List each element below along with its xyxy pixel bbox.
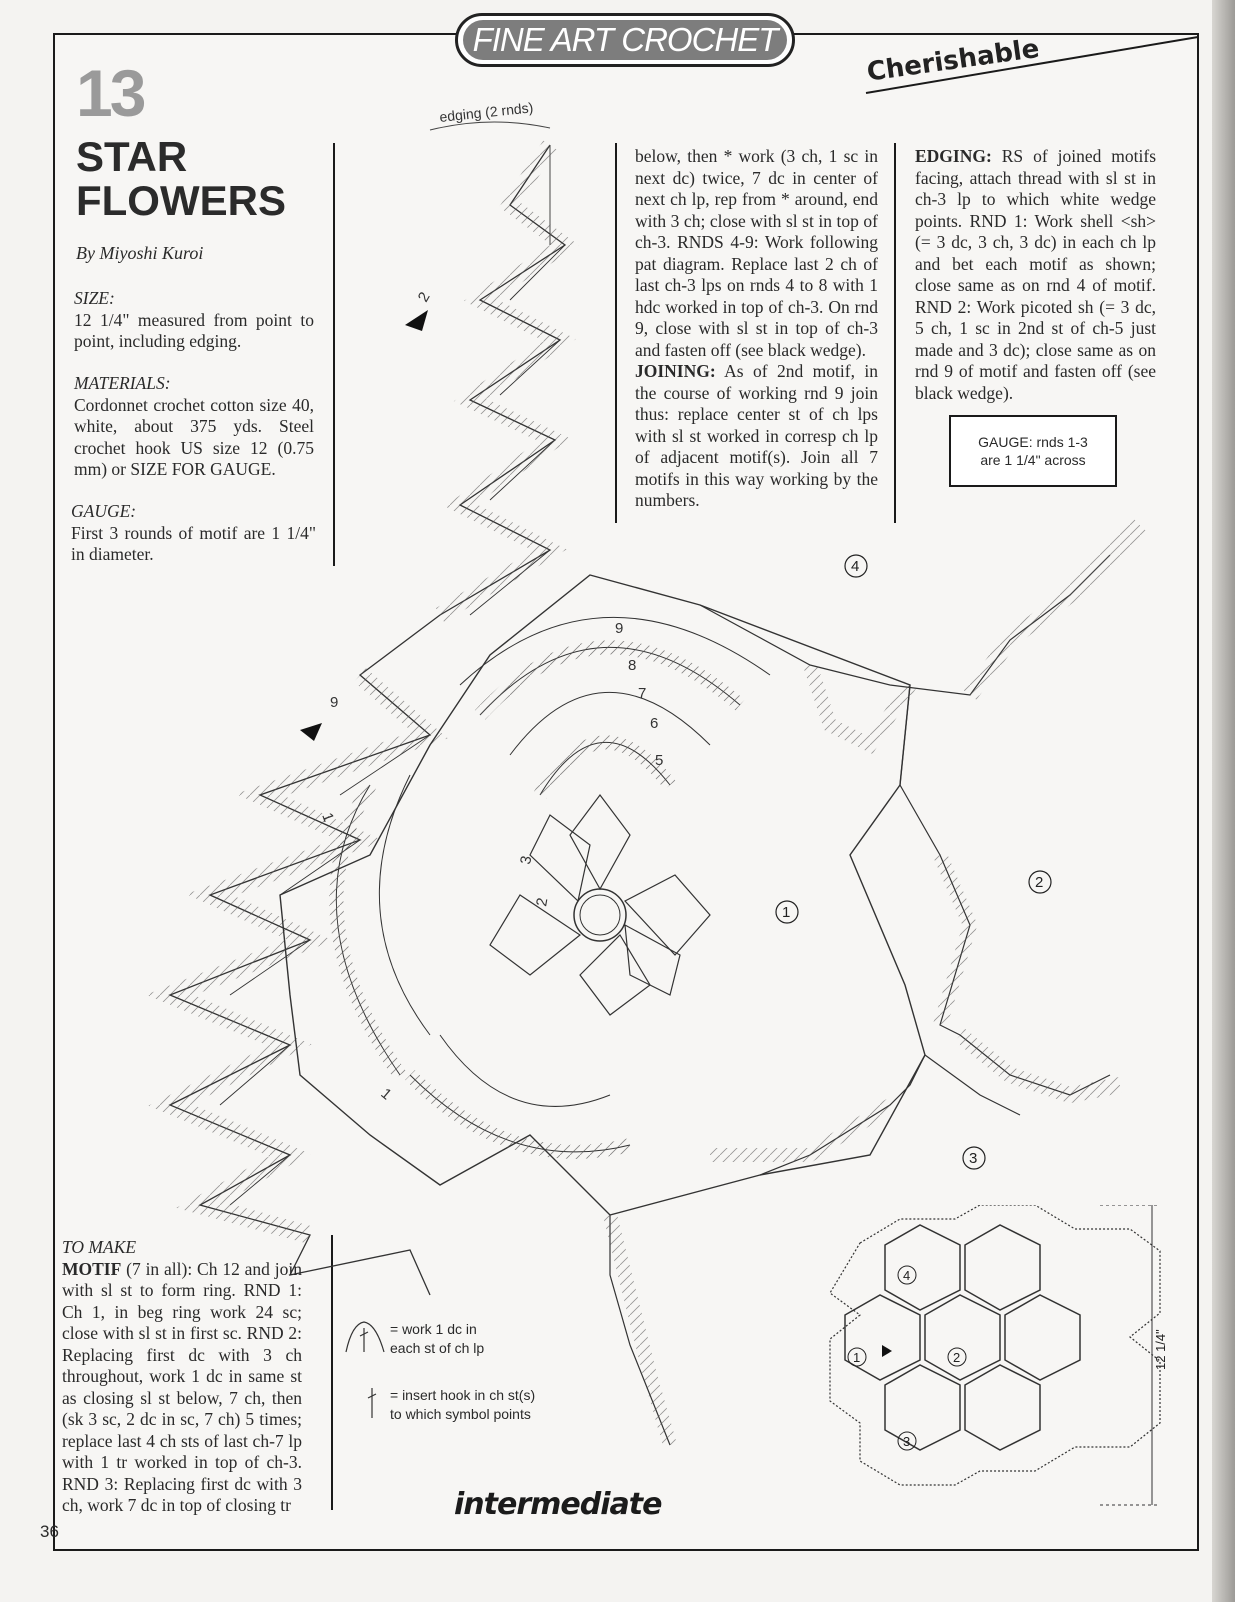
motif-label: MOTIF [62,1258,122,1279]
round-number: 5 [655,752,664,769]
black-wedge-icon [882,1345,892,1357]
edge-round-number: 1 [377,1085,395,1104]
round-number: 9 [330,694,339,711]
insert-hook-symbol-icon [364,1386,380,1420]
edging-chart [170,145,565,1295]
edging-label: EDGING: [915,146,992,166]
skill-level-badge: intermediate [454,1487,662,1522]
title-line-1: STAR [76,133,188,180]
legend-dc-line-2: each st of ch lp [390,1340,485,1356]
round-number: 9 [615,620,624,637]
edge-round-number: 1 [318,810,338,825]
round-number: 8 [628,657,637,674]
size-label: SIZE: [74,288,115,308]
legend-dc-line-1: = work 1 dc in [390,1321,477,1337]
motif-marker-3: 3 [969,1150,978,1167]
edging-label: edging (2 rnds) [438,99,534,125]
title-line-2: FLOWERS [76,177,286,224]
motif-1-chart [280,575,925,1215]
legend-hook-line-1: = insert hook in ch st(s) [390,1387,536,1403]
assembly-diagram [800,1205,1200,1525]
to-make-label: TO MAKE [62,1237,137,1257]
legend-hook [390,1386,535,1424]
pattern-number: 13 [76,56,144,130]
black-wedge-icon [405,310,428,331]
hex-label-3: 3 [903,1434,911,1449]
legend-dc [390,1320,484,1358]
page-edge-shadow [1212,0,1235,1602]
hex-label-2: 2 [953,1350,961,1365]
to-make-section [62,1237,302,1517]
hex-label-1: 1 [853,1350,861,1365]
gauge-box-line-2: are 1 1/4" across [980,452,1086,468]
motif-marker-2: 2 [1035,874,1044,891]
motif-marker-1: 1 [782,904,791,921]
size-text: 12 1/4" measured from point to point, including edging. [74,309,314,351]
page-number: 36 [40,1522,59,1541]
round-number: 3 [517,854,536,866]
header-banner [455,13,795,67]
edge-round-number: 2 [414,289,434,305]
gauge-box-line-1: GAUGE: rnds 1-3 [978,434,1088,450]
round-number: 6 [650,715,659,732]
motif-text: (7 in all): Ch 12 and join with sl st to form ring. RND 1: Ch 1, in beg ring work 24 sc; close with sl st in first sc. RND 2: Replacing first dc with 3 ch throughout, work 1 dc in same st as closing sl st below, 7 ch, then (sk 3 sc, 2 dc in sc, 7 ch) 5 times; replace last 4 ch sts of last ch-7 lp with 1 tr worked in top of ch-3. RND 3: Replacing first dc with 3 ch, work 7 dc in top of closing tr [62,1258,302,1515]
edging-text: RS of joined motifs facing, attach thread with sl st in ch-3 lp to which white wedge points. RND 1: Work shell <sh> (= 3 dc, 3 ch, 3 dc) in each ch lp and bet each motif as shown; close same as on rnd 4 of motif. RND 2: Work picoted sh (= 3 dc, 5 ch, 1 sc in 2nd st of ch-5 just made and 3 dc); close same as on rnd 9 of motif and fasten off (see black wedge). [915,146,1156,403]
materials-text: Cordonnet crochet cotton size 40, white, about 375 yds. Steel crochet hook US size 12 (0.75 mm) or SIZE FOR GAUGE. [74,394,314,479]
assembly-dimension: 12 1/4" [1153,1329,1168,1370]
gauge-text: First 3 rounds of motif are 1 1/4" in diameter. [71,522,316,564]
header-banner-title: FINE ART CROCHET [463,20,787,60]
materials-label: MATERIALS: [74,373,171,393]
legend-hook-line-2: to which symbol points [390,1406,531,1422]
dc-group-symbol-icon [344,1318,388,1358]
gauge-label: GAUGE: [71,501,137,521]
black-wedge-icon [300,723,322,741]
round-number: 2 [533,896,552,908]
motif-marker-4: 4 [851,558,860,575]
joining-text: As of 2nd motif, in the course of working rnd 9 join thus: replace center st of ch lps with sl st worked in corresp ch lp of adjacent motif(s). Join all 7 motifs in this way working by the numbers. [635,361,878,510]
hex-label-4: 4 [903,1268,911,1283]
brand-name: Cherishable [865,33,1042,88]
joining-label: JOINING: [635,361,716,381]
motif-paragraph [62,1259,302,1517]
instructions-continued: below, then * work (3 ch, 1 sc in next dc) twice, 7 dc in center of next ch lp, rep from * around, end with 3 ch; close with sl st in top of ch-3. RNDS 4-9: Work following pat diagram. Replace last 2 ch of last ch-3 lps on rnds 4 to 8 with 1 hdc worked in top of ch-3. On rnd 9, close with sl st in top of ch-3 and fasten off (see black wedge). [635,146,878,360]
round-number: 7 [638,685,647,702]
author: By Miyoshi Kuroi [76,243,204,263]
